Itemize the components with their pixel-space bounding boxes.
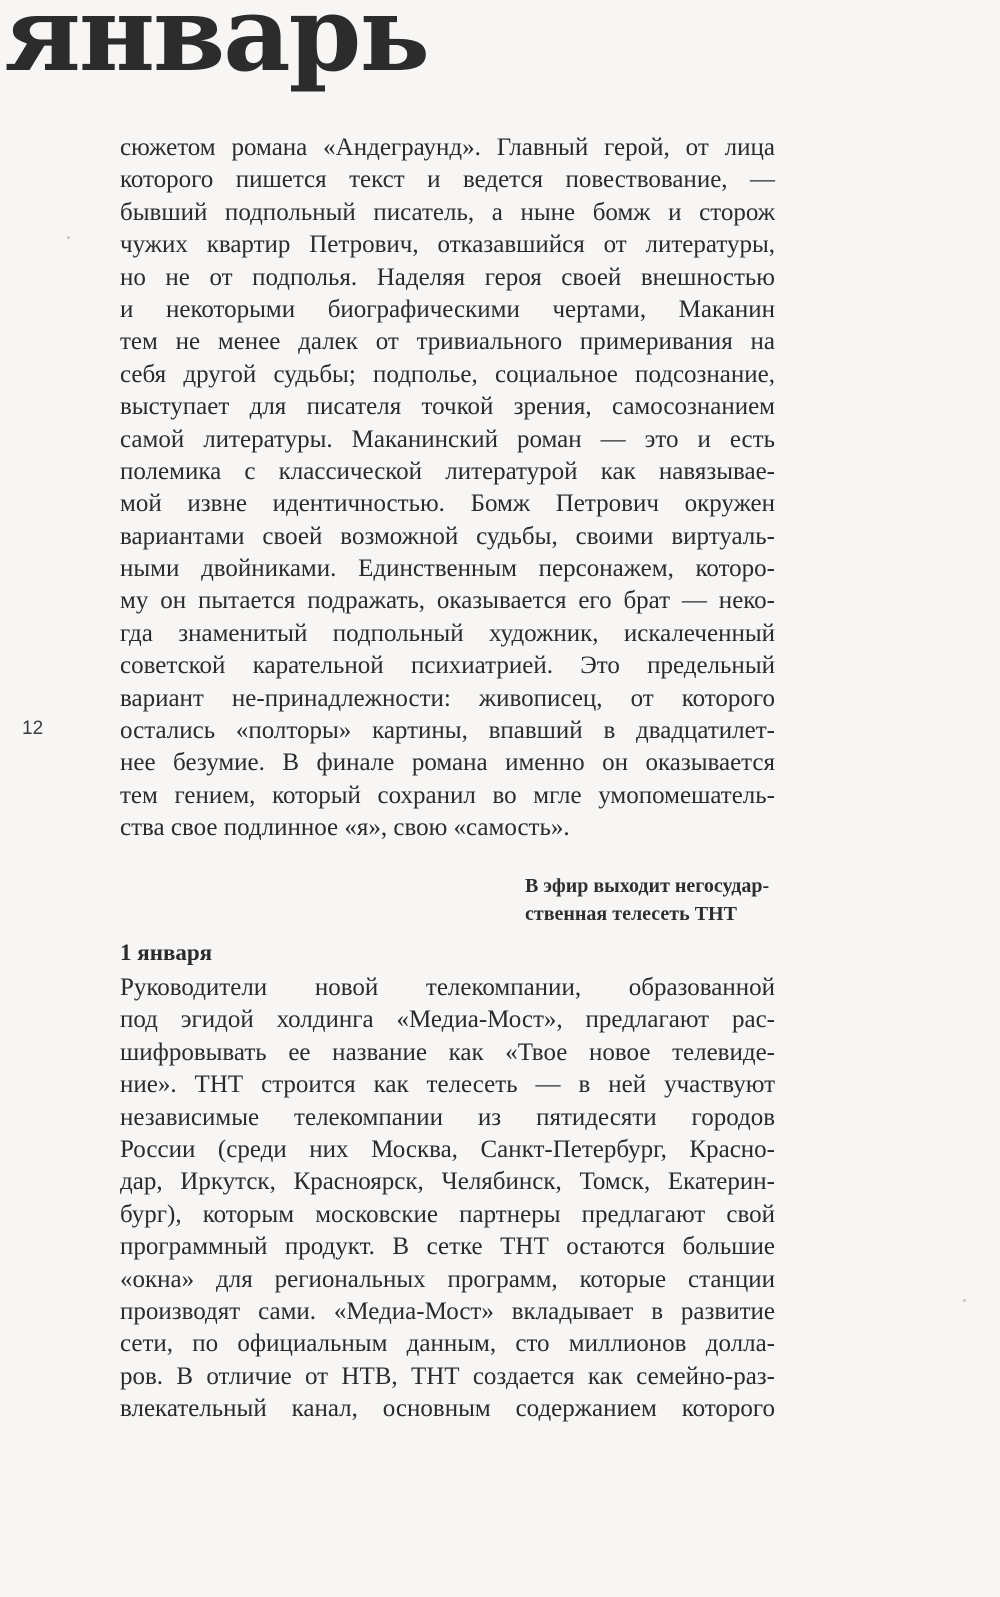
text-line: программный продукт. В сетке ТНТ остаются большие [120,1233,775,1261]
text-line: под эгидой холдинга «Медиа-Мост», предлагают рас- [120,1006,775,1034]
text-line: ства свое подлинное «я», свою «самость». [120,814,570,842]
text-line: сюжетом романа «Андеграунд». Главный герой, от лица [120,134,775,161]
text-line: тем гением, который сохранил во мгле умопомешатель- [120,781,775,809]
text-line: которого пишется текст и ведется повествование, — [120,166,775,194]
text-line: мой извне идентичностью. Бомж Петрович окружен [120,490,775,518]
text-line: себя другой судьбы; подполье, социальное подсознание, [120,360,775,388]
text-line: чужих квартир Петрович, отказавшийся от литературы, [120,231,775,259]
text-line: гда знаменитый подпольный художник, искалеченный [120,619,775,647]
month-title: январь [4,0,428,95]
scan-speck [963,1299,966,1302]
sidenote-tnt [525,872,769,928]
text-line: сети, по официальным данным, сто миллионов долла- [120,1330,775,1358]
text-line: влекательный канал, основным содержанием которого [120,1395,775,1423]
text-line: бывший подпольный писатель, а ныне бомж и сторож [120,198,775,226]
page-number: 12 [22,718,44,739]
text-line: дар, Иркутск, Красноярск, Челябинск, Томск, Екатерин- [120,1168,775,1196]
text-line: но не от подполья. Наделяя героя своей внешностью [120,263,775,291]
paragraph-makanin [120,132,775,845]
text-line: России (среди них Москва, Санкт-Петербург, Красно- [120,1135,775,1163]
text-line: самой литературы. Маканинский роман — это и есть [120,425,775,453]
text-line: му он пытается подражать, оказывается его брат — неко- [120,587,775,615]
text-line: ров. В отличие от НТВ, ТНТ создается как семейно-раз- [120,1362,775,1390]
text-line: выступает для писателя точкой зрения, самосознанием [120,393,775,421]
text-line: и некоторыми биографическими чертами, Маканин [120,295,775,323]
text-line: независимые телекомпании из пятидесяти городов [120,1103,775,1131]
sidenote-line: В эфир выходит негосудар- [525,875,770,897]
text-line: шифровывать ее название как «Твое новое телевиде- [120,1038,775,1066]
text-line: бург), которым московские партнеры предлагают свой [120,1200,775,1228]
text-line: ние». ТНТ строится как телесеть — в ней участвуют [120,1071,775,1099]
text-line: остались «полторы» картины, впавший в двадцатилет- [120,717,775,745]
text-line: производят сами. «Медиа-Мост» вкладывает в развитие [120,1297,775,1325]
text-line: Руководители новой телекомпании, образованной [120,974,775,1001]
text-line: полемика с классической литературой как навязывае- [120,457,775,485]
scan-speck [67,236,70,239]
text-line: советской карательной психиатрией. Это предельный [120,652,775,680]
text-line: ными двойниками. Единственным персонажем, которо- [120,555,775,583]
text-line: нее безумие. В финале романа именно он оказывается [120,749,775,777]
text-line: «окна» для региональных программ, которые станции [120,1265,775,1293]
text-line: вариант не-принадлежности: живописец, от которого [120,684,775,712]
paragraph-tnt [120,972,775,1425]
date-heading: 1 января [120,940,213,965]
sidenote-line: ственная телесеть ТНТ [525,903,737,925]
text-line: вариантами своей возможной судьбы, своими виртуаль- [120,522,775,550]
text-line: тем не менее далек от тривиального примеривания на [120,328,775,356]
